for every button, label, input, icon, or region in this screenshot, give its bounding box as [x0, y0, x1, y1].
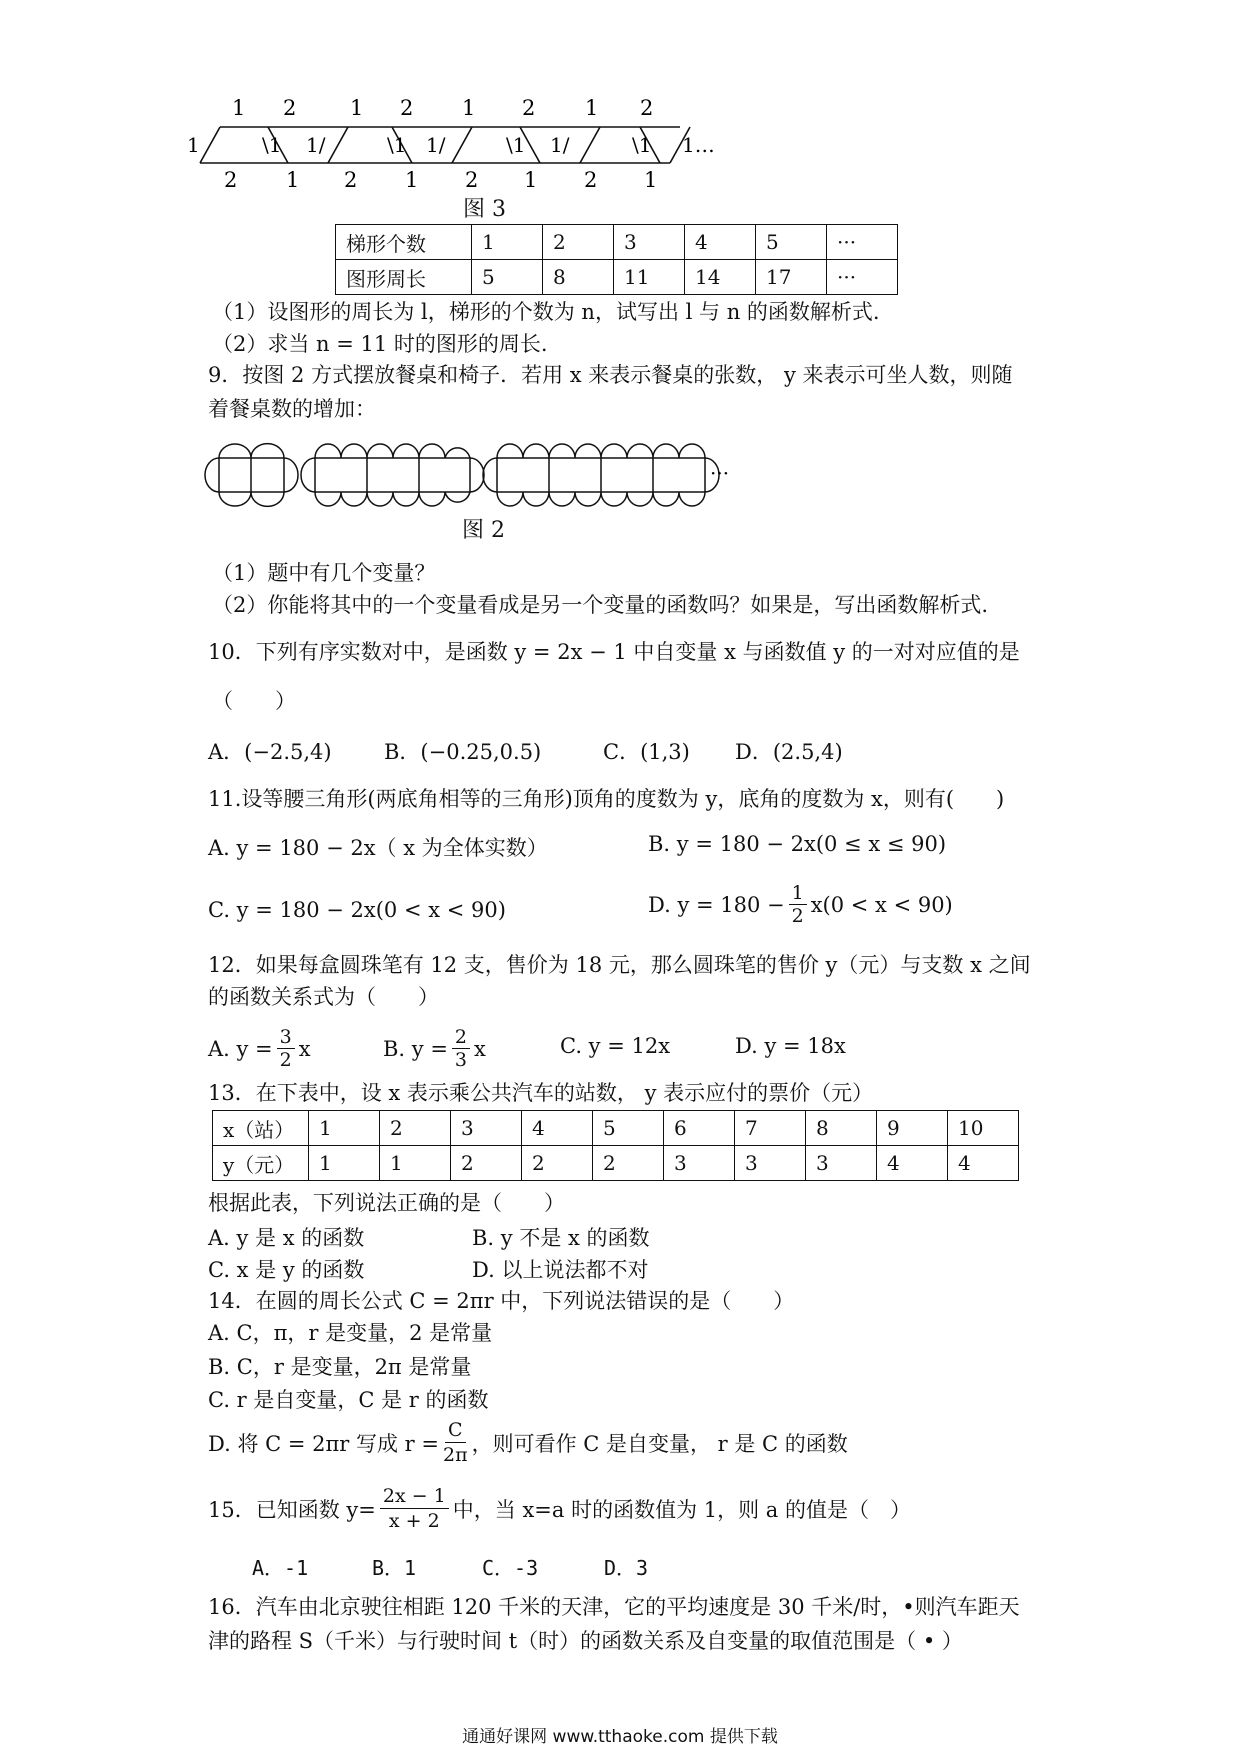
fig2-ellipsis: ···	[710, 461, 730, 485]
q14-stem: 14．在圆的周长公式 C = 2πr 中，下列说法错误的是（ ）	[208, 1289, 795, 1313]
table-cell: 2	[593, 1146, 664, 1181]
q14-option-b: B. C，r 是变量，2π 是常量	[208, 1355, 472, 1379]
q12-b-fraction	[452, 1026, 470, 1071]
q14-option-d	[208, 1418, 848, 1467]
q15-fraction	[380, 1484, 449, 1533]
table-cell: y（元）	[213, 1146, 309, 1181]
table-cell: 2	[522, 1146, 593, 1181]
q14-d-numerator: C	[445, 1418, 466, 1443]
q11-option-a: A. y = 180 − 2x（ x 为全体实数）	[208, 836, 548, 860]
table-cell: 5	[593, 1111, 664, 1146]
q15-denominator: x + 2	[388, 1510, 440, 1532]
fig3-side-label: \1	[387, 133, 407, 157]
table-cell: 3	[806, 1146, 877, 1181]
fig2-caption: 图 2	[462, 518, 505, 543]
fig3-top-label: 2	[400, 96, 414, 120]
fig3-top-label: 1	[585, 96, 599, 120]
q10-option-c: C．(1,3)	[603, 740, 690, 764]
fig3-bottom-label: 1	[286, 168, 300, 192]
q14-d-denominator: 2π	[443, 1444, 468, 1466]
q15-suffix: 中，当 x=a 时的函数值为 1，则 a 的值是（ ）	[452, 1497, 911, 1522]
q13-option-a: A. y 是 x 的函数	[208, 1226, 365, 1250]
q12-a-suffix: x	[298, 1036, 311, 1061]
table-cell: 1	[309, 1111, 380, 1146]
table-cell: 7	[735, 1111, 806, 1146]
q8-sub-1: （1）设图形的周长为 l，梯形的个数为 n，试写出 l 与 n 的函数解析式.	[212, 300, 880, 324]
q9-sub-2: （2）你能将其中的一个变量看成是另一个变量的函数吗？如果是，写出函数解析式.	[212, 593, 989, 617]
table-cell: 5	[756, 225, 827, 260]
q12-b-suffix: x	[474, 1036, 486, 1061]
fig3-bottom-label: 1	[644, 168, 658, 192]
q11-option-b: B. y = 180 − 2x(0 ≤ x ≤ 90)	[648, 832, 947, 856]
q15-option-c: C．-3	[482, 1556, 539, 1580]
q11-d-numerator: 1	[789, 882, 807, 905]
table-row	[336, 260, 898, 295]
footer-credit: 通通好课网 www.tthaoke.com 提供下载	[462, 1727, 778, 1747]
table-cell: 3	[451, 1111, 522, 1146]
table-cell: 4	[685, 225, 756, 260]
q12-a-denominator: 2	[279, 1049, 292, 1071]
table-cell: 6	[664, 1111, 735, 1146]
q9-line-2: 着餐桌数的增加：	[208, 397, 376, 421]
figure-3-trapezoid-chain	[187, 95, 840, 195]
q12-a-numerator: 3	[277, 1026, 295, 1049]
table-cell: 4	[877, 1146, 948, 1181]
q12-option-b	[383, 1026, 486, 1071]
q11-stem: 11.设等腰三角形(两底角相等的三角形)顶角的度数为 y，底角的度数为 x，则有( )	[208, 787, 1005, 811]
fig3-side-label: 1…	[682, 133, 715, 157]
q13-option-d: D. 以上说法都不对	[472, 1258, 649, 1282]
q12-b-denominator: 3	[454, 1049, 468, 1071]
table-cell: 1	[309, 1146, 380, 1181]
fig3-bottom-label: 2	[465, 168, 479, 192]
table-row	[336, 225, 898, 260]
q15-option-d: D．3	[604, 1556, 649, 1580]
q16-line-1: 16．汽车由北京驶往相距 120 千米的天津，它的平均速度是 30 千米/时，•则汽车距天	[208, 1595, 1020, 1619]
bus-fare-table	[212, 1110, 1019, 1181]
table-cell: 1	[472, 225, 543, 260]
table-cell: 3	[735, 1146, 806, 1181]
q13-stem: 13．在下表中，设 x 表示乘公共汽车的站数， y 表示应付的票价（元）	[208, 1081, 874, 1105]
q12-line-1: 12．如果每盒圆珠笔有 12 支，售价为 18 元，那么圆珠笔的售价 y（元）与支数 x 之间	[208, 953, 1031, 977]
q11-d-denominator: 2	[791, 905, 804, 927]
figure-2-tables-chairs	[205, 440, 745, 510]
table-cell: 1	[380, 1146, 451, 1181]
table-cell: 17	[756, 260, 827, 295]
q15-option-a: A．-1	[252, 1556, 309, 1580]
table-cell: 10	[948, 1111, 1019, 1146]
fig3-bottom-label: 2	[344, 168, 358, 192]
fig3-top-label: 2	[522, 96, 536, 120]
q14-d-prefix: D. 将 C = 2πr 写成 r =	[208, 1431, 439, 1456]
perimeter-table	[335, 224, 898, 295]
fig3-top-label: 1	[462, 96, 476, 120]
q11-option-d	[648, 882, 953, 927]
q9-sub-1: （1）题中有几个变量？	[212, 561, 436, 585]
q10-option-d: D．(2.5,4)	[735, 740, 843, 764]
q15-stem	[208, 1484, 911, 1533]
fig3-side-label: \1	[506, 133, 526, 157]
fig3-side-label: 1/	[306, 133, 326, 157]
fig3-side-label: \1	[262, 133, 282, 157]
q12-b-numerator: 2	[452, 1026, 470, 1049]
q9-line-1: 9．按图 2 方式摆放餐桌和椅子．若用 x 来表示餐桌的张数， y 来表示可坐人数，则随	[208, 363, 1013, 387]
q14-d-fraction	[443, 1418, 468, 1467]
table-cell: 2	[543, 225, 614, 260]
q12-a-prefix: A. y =	[208, 1036, 273, 1061]
table-cell: ···	[827, 260, 898, 295]
q11-d-prefix: D. y = 180 −	[648, 892, 785, 917]
q10-option-a: A．(−2.5,4)	[208, 740, 332, 764]
q12-option-c: C. y = 12x	[560, 1034, 671, 1058]
table-cell: 4	[948, 1146, 1019, 1181]
q14-option-a: A. C，π，r 是变量，2 是常量	[208, 1321, 493, 1345]
table-row	[213, 1111, 1019, 1146]
fig3-top-label: 1	[350, 96, 364, 120]
q13-option-b: B. y 不是 x 的函数	[472, 1226, 650, 1250]
q12-option-a	[208, 1026, 311, 1071]
q13-option-c: C. x 是 y 的函数	[208, 1258, 365, 1282]
q10-line-2: （ ）	[212, 689, 296, 713]
q11-d-suffix: x(0 < x < 90)	[810, 892, 953, 917]
fig3-bottom-label: 1	[405, 168, 419, 192]
fig3-side-label: 1/	[550, 133, 570, 157]
q15-numerator: 2x − 1	[380, 1484, 449, 1509]
table-cell: 2	[380, 1111, 451, 1146]
q11-option-c: C. y = 180 − 2x(0 < x < 90)	[208, 898, 506, 922]
fig3-bottom-label: 2	[224, 168, 238, 192]
table-cell: 梯形个数	[336, 225, 472, 260]
q12-b-prefix: B. y =	[383, 1036, 448, 1061]
fig3-bottom-label: 2	[584, 168, 598, 192]
table-cell: 3	[614, 225, 685, 260]
q14-d-suffix: ，则可看作 C 是自变量， r 是 C 的函数	[471, 1431, 848, 1456]
table-cell: 2	[451, 1146, 522, 1181]
fig3-top-label: 1	[232, 96, 246, 120]
q12-option-d: D. y = 18x	[735, 1034, 846, 1058]
q10-line-1: 10．下列有序实数对中，是函数 y = 2x − 1 中自变量 x 与函数值 y 的一对对应值的是	[208, 640, 1020, 664]
q8-sub-2: （2）求当 n = 11 时的图形的周长.	[212, 332, 548, 356]
q11-d-fraction	[789, 882, 807, 927]
table-cell: 4	[522, 1111, 593, 1146]
fig3-side-label: \1	[632, 133, 652, 157]
table-cell: 9	[877, 1111, 948, 1146]
q15-prefix: 15．已知函数 y=	[208, 1497, 376, 1522]
q12-line-2: 的函数关系式为（ ）	[208, 985, 439, 1009]
q14-option-c: C. r 是自变量，C 是 r 的函数	[208, 1388, 489, 1412]
table-cell: 图形周长	[336, 260, 472, 295]
table-cell: 3	[664, 1146, 735, 1181]
fig3-top-label: 2	[640, 96, 654, 120]
table-row	[213, 1146, 1019, 1181]
q12-a-fraction	[277, 1026, 295, 1071]
q16-line-2: 津的路程 S（千米）与行驶时间 t（时）的函数关系及自变量的取值范围是（ • ）	[208, 1629, 963, 1653]
fig3-bottom-label: 1	[524, 168, 538, 192]
q10-option-b: B．(−0.25,0.5)	[384, 740, 542, 764]
fig3-top-label: 2	[283, 96, 297, 120]
q13-after: 根据此表，下列说法正确的是（ ）	[208, 1191, 565, 1215]
fig3-side-label: 1	[187, 133, 200, 157]
table-cell: ···	[827, 225, 898, 260]
table-cell: 8	[543, 260, 614, 295]
fig3-side-label: 1/	[426, 133, 446, 157]
table-cell: x（站）	[213, 1111, 309, 1146]
fig3-caption: 图 3	[463, 197, 506, 222]
table-cell: 5	[472, 260, 543, 295]
table-cell: 14	[685, 260, 756, 295]
q15-option-b: B．1	[372, 1556, 417, 1580]
table-cell: 8	[806, 1111, 877, 1146]
table-cell: 11	[614, 260, 685, 295]
